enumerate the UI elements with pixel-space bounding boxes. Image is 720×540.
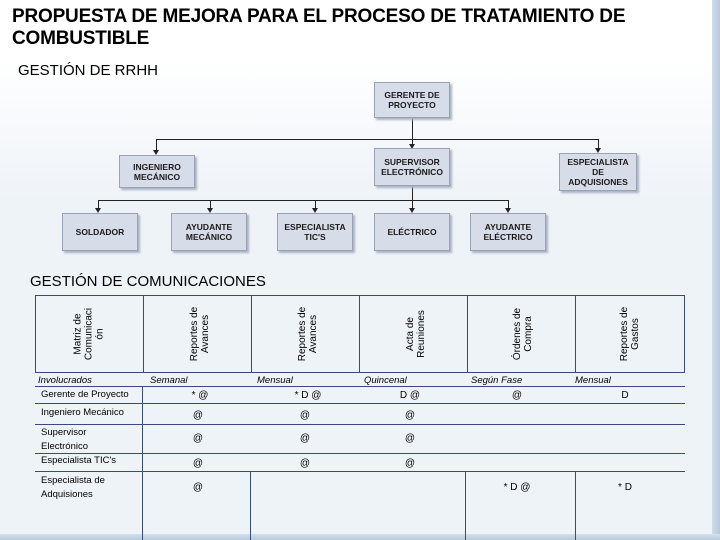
table-border: [467, 295, 468, 373]
box-ingeniero-mecanico: INGENIERO MECÁNICO: [119, 155, 195, 188]
column-divider: [250, 471, 251, 540]
frequency-label: Según Fase: [471, 375, 523, 386]
column-divider: [465, 471, 466, 540]
box-gerente-proyecto: GERENTE DE PROYECTO: [374, 82, 450, 118]
table-border: [684, 295, 685, 373]
column-divider: [142, 386, 143, 540]
table-cell: @: [192, 433, 204, 444]
table-cell: @: [299, 410, 311, 421]
table-cell: @: [511, 390, 523, 401]
section-comunicaciones-heading: GESTIÓN DE COMUNICACIONES: [30, 273, 266, 290]
column-header: Acta de Reuniones: [405, 309, 427, 358]
table-border: [143, 295, 144, 373]
page-title: PROPUESTA DE MEJORA PARA EL PROCESO DE TRATAMIENTO DE COMBUSTIBLE: [12, 6, 626, 49]
communication-matrix-table: [35, 295, 685, 540]
column-header: Matriz de Comunicaci ón: [72, 307, 106, 360]
row-divider: [35, 403, 685, 404]
column-header: Reportes de Avances: [297, 306, 319, 361]
row-label: Especialista de Adquisiones: [41, 475, 105, 500]
section-rrhh-heading: GESTIÓN DE RRHH: [18, 62, 159, 79]
box-ayudante-electrico: AYUDANTE ELÉCTRICO: [470, 213, 546, 251]
box-especialista-adquisiones: ESPECIALISTA DE ADQUISIONES: [559, 153, 637, 191]
table-cell: * D: [618, 482, 632, 493]
box-electrico: ELÉCTRICO: [374, 213, 450, 251]
table-border: [35, 295, 36, 373]
frequency-label: Mensual: [575, 375, 611, 386]
table-cell: @: [299, 433, 311, 444]
table-border: [359, 295, 360, 373]
table-cell: @: [299, 458, 311, 469]
table-cell: @: [192, 458, 204, 469]
table-border: [35, 372, 685, 373]
table-cell: * D @: [503, 482, 531, 493]
connector: [412, 186, 413, 200]
table-cell: D: [621, 390, 629, 401]
involucrados-label: Involucrados: [38, 375, 92, 386]
table-cell: D @: [399, 390, 421, 401]
row-divider: [35, 453, 685, 454]
table-cell: @: [404, 433, 416, 444]
column-header: Órdenes de Compra: [512, 307, 534, 360]
row-divider: [35, 424, 685, 425]
column-header: Reportes de Avances: [189, 306, 211, 361]
box-especialista-tics: ESPECIALISTA TIC'S: [277, 213, 353, 251]
row-label: Gerente de Proyecto: [41, 389, 129, 400]
table-cell: * @: [191, 390, 209, 401]
box-supervisor-electronico: SUPERVISOR ELECTRÓNICO: [374, 148, 450, 186]
table-cell: @: [404, 458, 416, 469]
box-soldador: SOLDADOR: [62, 213, 138, 251]
table-cell: * D @: [294, 390, 322, 401]
row-label: Supervisor Electrónico: [41, 427, 88, 452]
row-label: Especialista TIC's: [41, 455, 117, 466]
table-cell: @: [192, 482, 204, 493]
frequency-label: Quincenal: [364, 375, 407, 386]
column-header: Reportes de Gastos: [619, 306, 641, 361]
table-cell: @: [192, 410, 204, 421]
table-border: [35, 295, 685, 296]
table-border: [575, 295, 576, 373]
connector: [98, 200, 509, 201]
column-divider: [575, 471, 576, 540]
frequency-label: Mensual: [257, 375, 293, 386]
row-label: Ingeniero Mecánico: [41, 407, 124, 418]
box-ayudante-mecanico: AYUDANTE MECÁNICO: [171, 213, 247, 251]
table-cell: @: [404, 410, 416, 421]
connector: [412, 118, 413, 139]
table-border: [251, 295, 252, 373]
row-divider: [35, 386, 685, 387]
frequency-label: Semanal: [150, 375, 188, 386]
connector: [156, 139, 599, 140]
row-divider: [35, 471, 685, 472]
